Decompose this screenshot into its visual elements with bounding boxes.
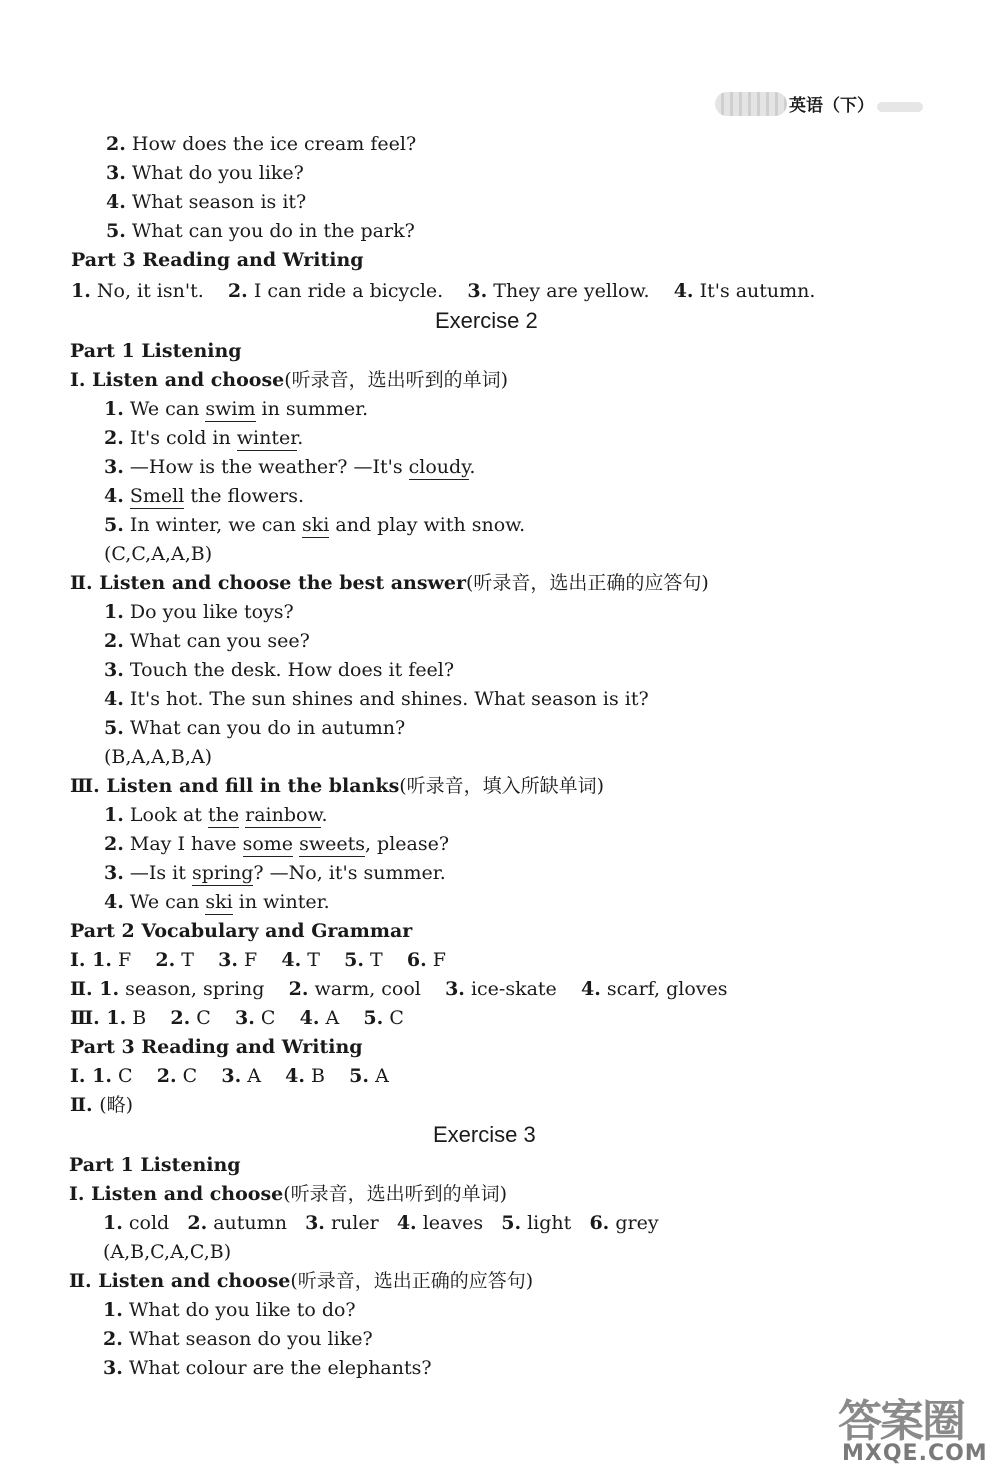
answer-key: (C,C,A,A,B) [104,543,213,565]
answer-row: 1. No, it isn't. 2. I can ride a bicycle. 3. They are yellow. 4. It's autumn. [71,280,816,302]
question-line: 4. It's hot. The sun shines and shines. What season is it? [104,688,649,710]
page-header [715,88,925,122]
part-heading: Part 3 Reading and Writing [70,1036,363,1058]
question-line: 5. What can you do in the park? [106,220,415,242]
question-line: 1. Do you like toys? [104,601,294,623]
question-line: 1. What do you like to do? [103,1299,356,1321]
part-heading: Part 2 Vocabulary and Grammar [70,920,413,942]
question-line: 5. What can you do in autumn? [104,717,406,739]
question-line: 4. We can ski in winter. [104,891,330,913]
exercise-title: Exercise 2 [435,308,538,333]
section-heading: Ⅰ. Listen and choose(听录音，选出听到的单词) [70,369,509,391]
watermark [838,1385,988,1470]
question-line: 4. Smell the flowers. [104,485,305,507]
question-line: 3. —How is the weather? —It's cloudy. [104,456,476,478]
watermark-url: MXQE.COM [842,1441,988,1466]
answer-row: Ⅲ. 1. B 2. C 3. C 4. A 5. C [70,1007,404,1029]
header-decoration-tail [877,102,923,112]
question-line: 4. What season is it? [106,191,307,213]
exercise-title: Exercise 3 [433,1122,536,1147]
answer-key: (B,A,A,B,A) [104,746,213,768]
question-line: 2. How does the ice cream feel? [106,133,417,155]
part-heading: Part 1 Listening [69,1154,241,1176]
question-line: 2. May I have some sweets, please? [104,833,450,855]
watermark-logo: 答案圈 [838,1396,964,1447]
section-heading: Ⅲ. Listen and fill in the blanks(听录音，填入所缺单词) [70,775,605,797]
question-line: 3. What do you like? [106,162,304,184]
section-heading: Ⅱ. Listen and choose the best answer(听录音，选出正确的应答句) [70,572,709,594]
question-line: 5. In winter, we can ski and play with snow. [104,514,526,536]
question-line: 3. —Is it spring? —No, it's summer. [104,862,446,884]
answer-row: Ⅱ. 1. season, spring 2. warm, cool 3. ice-skate 4. scarf, gloves [70,978,728,1000]
header-decoration [715,92,787,116]
question-line: 2. It's cold in winter. [104,427,304,449]
question-line: 1. We can swim in summer. [104,398,369,420]
question-line: 1. Look at the rainbow. [104,804,328,826]
answer-row: Ⅱ. (略) [70,1094,134,1116]
section-heading: Ⅱ. Listen and choose(听录音，选出正确的应答句) [69,1270,534,1292]
header-title: 英语（下） [789,96,874,116]
part-heading: Part 1 Listening [70,340,242,362]
answer-row: 1. cold 2. autumn 3. ruler 4. leaves 5. light 6. grey [103,1212,659,1234]
section-heading: Ⅰ. Listen and choose(听录音，选出听到的单词) [69,1183,508,1205]
question-line: 2. What season do you like? [103,1328,373,1350]
answer-row: Ⅰ. 1. C 2. C 3. A 4. B 5. A [70,1065,389,1087]
question-line: 3. Touch the desk. How does it feel? [104,659,455,681]
part-heading: Part 3 Reading and Writing [71,249,364,271]
question-line: 2. What can you see? [104,630,310,652]
question-line: 3. What colour are the elephants? [103,1357,432,1379]
answer-row: Ⅰ. 1. F 2. T 3. F 4. T 5. T 6. F [70,949,446,971]
answer-key: (A,B,C,A,C,B) [103,1241,232,1263]
